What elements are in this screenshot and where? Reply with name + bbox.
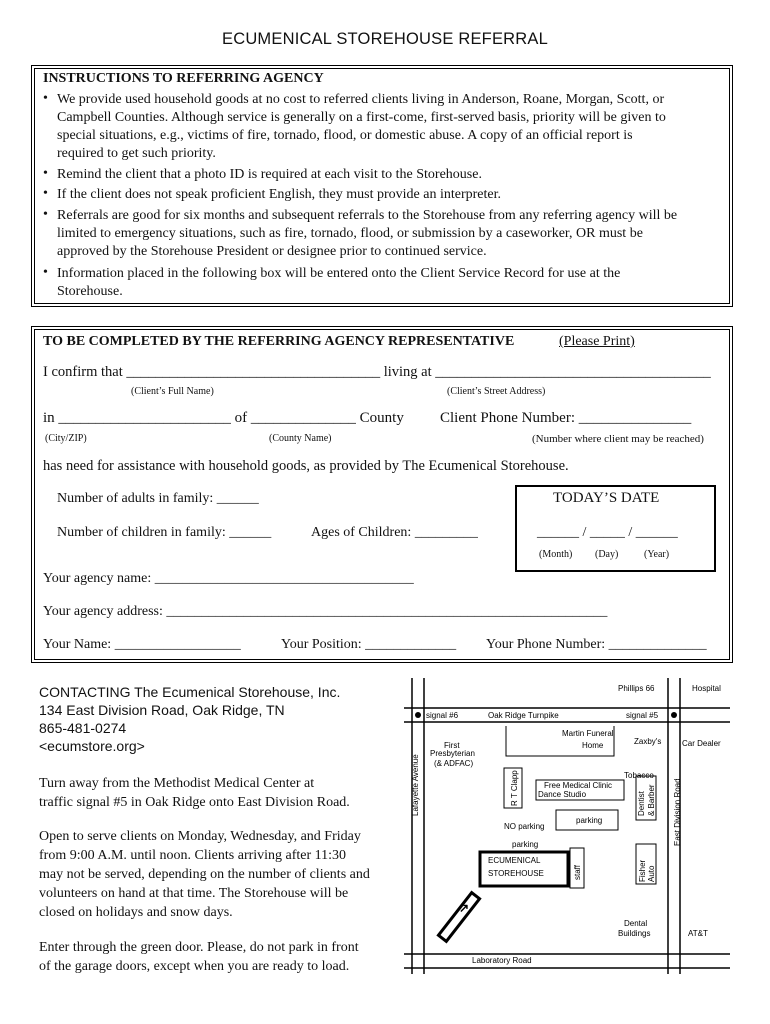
signal-6-icon xyxy=(415,712,421,718)
hours-line: may not be served, depending on the number of clients and xyxy=(39,867,370,882)
page-title: ECUMENICAL STOREHOUSE REFERRAL xyxy=(222,30,548,48)
label-no-parking: NO parking xyxy=(504,822,545,831)
label-staff: staff xyxy=(573,865,582,880)
contact-website[interactable]: <ecumstore.org> xyxy=(39,738,145,754)
ages-field[interactable]: Ages of Children: _________ xyxy=(311,525,478,540)
location-map xyxy=(404,676,730,976)
year-hint: (Year) xyxy=(644,549,670,560)
agency-name-field[interactable]: Your agency name: _____________________________________ xyxy=(43,571,414,586)
city-county-line[interactable]: in _______________________ of ______________ County xyxy=(43,410,404,426)
adults-field[interactable]: Number of adults in family: ______ xyxy=(57,491,259,506)
instructions-heading: INSTRUCTIONS TO REFERRING AGENCY xyxy=(43,71,324,86)
label-auto: Auto xyxy=(647,865,656,882)
label-tobacco: Tobacco xyxy=(624,771,654,780)
entry-line: Enter through the green door. Please, do not park in front xyxy=(39,940,359,955)
need-statement: has need for assistance with household goods, as provided by The Ecumenical Storehouse. xyxy=(43,458,569,474)
directions-line: Turn away from the Methodist Medical Center at xyxy=(39,776,315,791)
contact-phone: 865-481-0274 xyxy=(39,720,127,736)
children-field[interactable]: Number of children in family: ______ xyxy=(57,525,272,540)
label-signal5: signal #5 xyxy=(626,711,659,720)
label-parking: parking xyxy=(576,816,603,825)
form-heading: TO BE COMPLETED BY THE REFERRING AGENCY REPRESENTATIVE xyxy=(43,334,515,349)
label-adfac: (& ADFAC) xyxy=(434,759,474,768)
your-name-field[interactable]: Your Name: __________________ xyxy=(43,637,241,652)
hours-line: closed on holidays and snow days. xyxy=(39,905,233,920)
label-east-division: East Division Road xyxy=(673,778,682,846)
bullet: • xyxy=(43,91,48,106)
label-home: Home xyxy=(582,741,604,750)
county-name-hint: (County Name) xyxy=(269,433,332,444)
confirm-line[interactable]: I confirm that ___________________________________ living at ______________________________________ xyxy=(43,364,711,380)
hours-line: Open to serve clients on Monday, Wednesday, and Friday xyxy=(39,829,361,844)
label-att: AT&T xyxy=(688,929,708,938)
label-dental: Dental xyxy=(624,919,648,928)
street-address-hint: (Client’s Street Address) xyxy=(447,386,546,397)
label-dance-studio: Dance Studio xyxy=(538,790,587,799)
bullet: • xyxy=(43,186,48,201)
client-name-hint: (Client’s Full Name) xyxy=(131,386,214,397)
label-zaxbys: Zaxby's xyxy=(634,737,662,746)
label-parking-2: parking xyxy=(512,840,539,849)
instruction-line: If the client does not speak proficient English, they must provide an interpreter. xyxy=(57,187,501,202)
day-hint: (Day) xyxy=(595,549,619,560)
instructions-box xyxy=(34,68,730,304)
todays-date-label: TODAY’S DATE xyxy=(553,490,660,506)
todays-date-box xyxy=(515,485,716,572)
bullet: • xyxy=(43,265,48,280)
agency-address-field[interactable]: Your agency address: _______________________________________________________________ xyxy=(43,604,608,619)
instruction-line: Remind the client that a photo ID is required at each visit to the Storehouse. xyxy=(57,167,482,182)
client-phone-line[interactable]: Client Phone Number: _______________ xyxy=(440,410,692,426)
label-ecumenical: ECUMENICAL xyxy=(488,856,541,865)
label-turnpike: Oak Ridge Turnpike xyxy=(488,711,559,720)
label-lafayette: Lafayette Avenue xyxy=(411,754,420,816)
label-first: First xyxy=(444,741,460,750)
contact-name: CONTACTING The Ecumenical Storehouse, Inc. xyxy=(39,684,341,700)
instruction-line: approved by the Storehouse President or designee prior to continued service. xyxy=(57,244,487,259)
label-signal6: signal #6 xyxy=(426,711,459,720)
label-dentist: Dentist xyxy=(637,791,646,816)
referral-form-box xyxy=(34,329,730,660)
label-fisher: Fisher xyxy=(638,859,647,882)
bus-stop-icon xyxy=(438,893,479,942)
label-free-clinic: Free Medical Clinic xyxy=(544,781,613,790)
label-laboratory: Laboratory Road xyxy=(472,956,532,965)
date-field[interactable]: ______ / _____ / ______ xyxy=(537,525,678,540)
instruction-line: Storehouse. xyxy=(57,284,123,299)
instruction-line: limited to emergency situations, such as fire, tornado, flood, or submission by a caseworker, OR must be xyxy=(57,226,643,241)
instruction-line: We provide used household goods at no cost to referred clients living in Anderson, Roane, Morgan, Scott, or xyxy=(57,92,665,107)
label-buildings: Buildings xyxy=(618,929,651,938)
label-barber: & Barber xyxy=(647,784,656,816)
contact-block xyxy=(39,683,340,755)
bullet: • xyxy=(43,207,48,222)
signal-5-icon xyxy=(671,712,677,718)
label-rt-clapp: R T Clapp xyxy=(510,770,519,806)
entry-line: of the garage doors, except when you are ready to load. xyxy=(39,959,350,974)
hours-line: from 9:00 A.M. until noon. Clients arriving after 11:30 xyxy=(39,848,347,863)
label-presbyterian: Presbyterian xyxy=(430,749,475,758)
instruction-line: special situations, e.g., victims of fire, tornado, flood, or domestic abuse. A copy of an official report is xyxy=(57,128,633,143)
instruction-line: Referrals are good for six months and subsequent referrals to the Storehouse from any referring agency will be xyxy=(57,208,678,223)
north-arrow-icon: ↗ xyxy=(459,901,470,915)
instruction-line: Information placed in the following box will be entered onto the Client Service Record for use at the xyxy=(57,266,621,281)
label-car-dealer: Car Dealer xyxy=(682,739,721,748)
your-phone-field[interactable]: Your Phone Number: ______________ xyxy=(486,637,707,652)
instruction-line: Campbell Counties. Although service is generally on a first-come, first-served basis, priority will be given to xyxy=(57,110,666,125)
contact-address: 134 East Division Road, Oak Ridge, TN xyxy=(39,702,285,718)
your-position-field[interactable]: Your Position: _____________ xyxy=(281,637,457,652)
bullet: • xyxy=(43,166,48,181)
instruction-line: required to get such priority. xyxy=(57,146,216,161)
month-hint: (Month) xyxy=(539,549,573,560)
label-phillips: Phillips 66 xyxy=(618,684,655,693)
hours-line: volunteers on hand at that time. The Storehouse will be xyxy=(39,886,349,901)
label-storehouse: STOREHOUSE xyxy=(488,869,544,878)
label-martin: Martin Funeral xyxy=(562,729,614,738)
label-hospital: Hospital xyxy=(692,684,721,693)
directions-line: traffic signal #5 in Oak Ridge onto East Division Road. xyxy=(39,795,350,810)
please-print-note: (Please Print) xyxy=(559,334,635,349)
phone-hint: (Number where client may be reached) xyxy=(532,433,704,445)
city-zip-hint: (City/ZIP) xyxy=(45,433,87,444)
